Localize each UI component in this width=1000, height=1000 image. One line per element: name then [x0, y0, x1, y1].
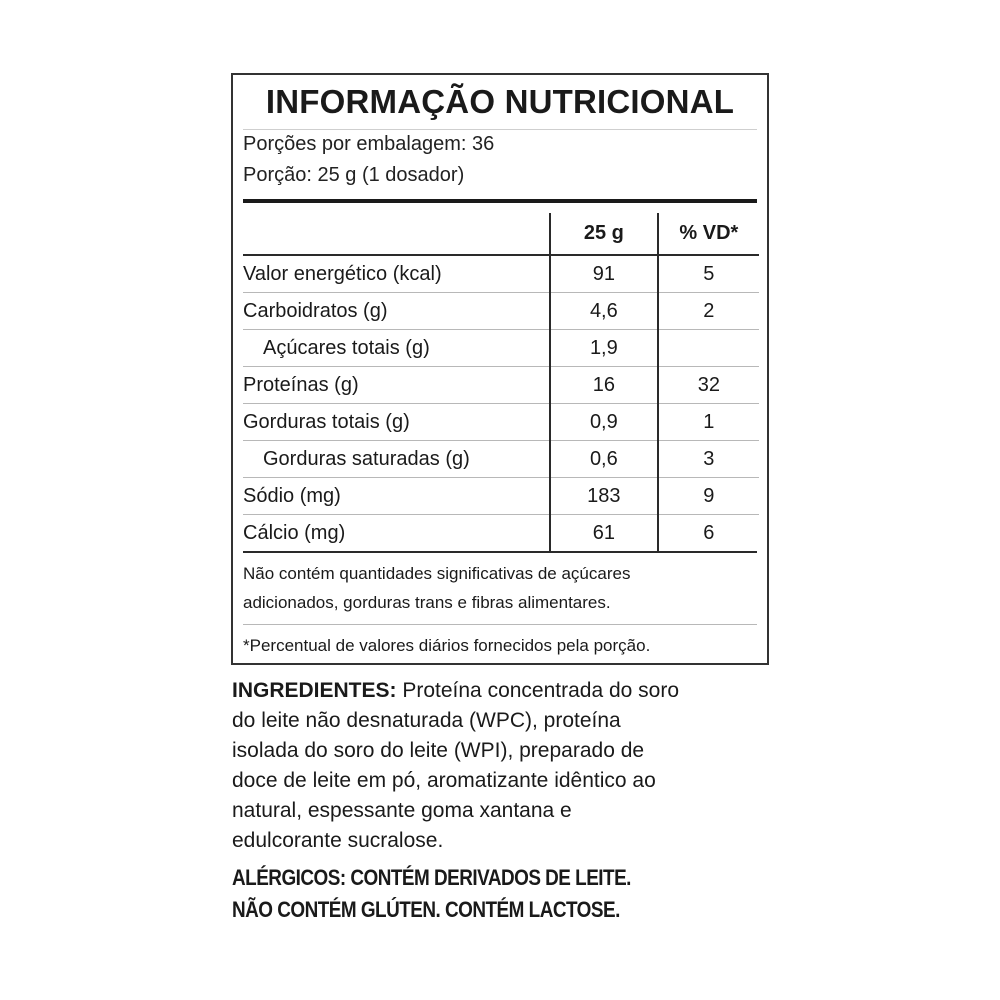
table-row [243, 255, 759, 293]
nutrition-table [243, 213, 759, 551]
vd-footnote: *Percentual de valores diários fornecidos pela porção. [243, 636, 651, 655]
ingredients-label: INGREDIENTES: [232, 679, 397, 702]
nutrient-name: Carboidratos (g) [243, 293, 550, 330]
nutrient-name: Gorduras totais (g) [243, 404, 550, 441]
nutrient-daily-value: 1 [658, 404, 759, 441]
nutrient-daily-value [658, 330, 759, 367]
allergens-section [232, 862, 631, 926]
nutrient-name: Proteínas (g) [243, 367, 550, 404]
allergens-line: ALÉRGICOS: CONTÉM DERIVADOS DE LEITE. [232, 865, 631, 890]
nutrient-amount: 183 [550, 478, 658, 515]
table-header-row [243, 213, 759, 255]
ingredients-line: isolada do soro do leite (WPI), preparado de [232, 739, 645, 762]
ingredients-line [232, 676, 792, 706]
nutrient-name: Valor energético (kcal) [243, 255, 550, 293]
servings-per-package: Porções por embalagem: 36 [243, 133, 495, 155]
table-row [243, 478, 759, 515]
header-amount: 25 g [550, 213, 658, 255]
nutrient-amount: 61 [550, 515, 658, 552]
table-row [243, 367, 759, 404]
thick-divider [243, 199, 757, 203]
panel-title: INFORMAÇÃO NUTRICIONAL [265, 83, 735, 120]
nutrient-daily-value: 5 [658, 255, 759, 293]
title-divider [243, 129, 757, 130]
note-line: Não contém quantidades significativas de açúcares [243, 564, 631, 583]
table-row [243, 515, 759, 552]
nutrient-amount: 0,9 [550, 404, 658, 441]
nutrient-daily-value: 6 [658, 515, 759, 552]
nutrient-name: Açúcares totais (g) [243, 330, 550, 367]
ingredients-line: doce de leite em pó, aromatizante idêntico ao [232, 769, 656, 792]
nutrition-facts-panel [231, 73, 769, 665]
nutrient-amount: 16 [550, 367, 658, 404]
ingredients-text: Proteína concentrada do soro [396, 679, 680, 702]
header-nutrient [243, 213, 550, 255]
note-line: adicionados, gorduras trans e fibras alimentares. [243, 593, 611, 612]
nutrient-daily-value: 2 [658, 293, 759, 330]
table-row [243, 441, 759, 478]
notes-divider [243, 551, 757, 553]
ingredients-line: edulcorante sucralose. [232, 829, 444, 852]
ingredients-section [232, 676, 792, 856]
table-row [243, 293, 759, 330]
nutrient-amount: 4,6 [550, 293, 658, 330]
nutrient-amount: 91 [550, 255, 658, 293]
table-row [243, 404, 759, 441]
footnote-divider [243, 624, 757, 625]
not-significant-note [243, 559, 630, 617]
header-daily-value: % VD* [658, 213, 759, 255]
table-row [243, 330, 759, 367]
nutrient-daily-value: 32 [658, 367, 759, 404]
nutrient-amount: 0,6 [550, 441, 658, 478]
nutrient-daily-value: 9 [658, 478, 759, 515]
ingredients-line: do leite não desnaturada (WPC), proteína [232, 709, 621, 732]
allergens-line: NÃO CONTÉM GLÚTEN. CONTÉM LACTOSE. [232, 897, 620, 922]
nutrient-name: Sódio (mg) [243, 478, 550, 515]
nutrient-daily-value: 3 [658, 441, 759, 478]
ingredients-line: natural, espessante goma xantana e [232, 799, 572, 822]
nutrient-name: Gorduras saturadas (g) [243, 441, 550, 478]
nutrient-name: Cálcio (mg) [243, 515, 550, 552]
nutrient-amount: 1,9 [550, 330, 658, 367]
serving-size: Porção: 25 g (1 dosador) [243, 164, 465, 186]
